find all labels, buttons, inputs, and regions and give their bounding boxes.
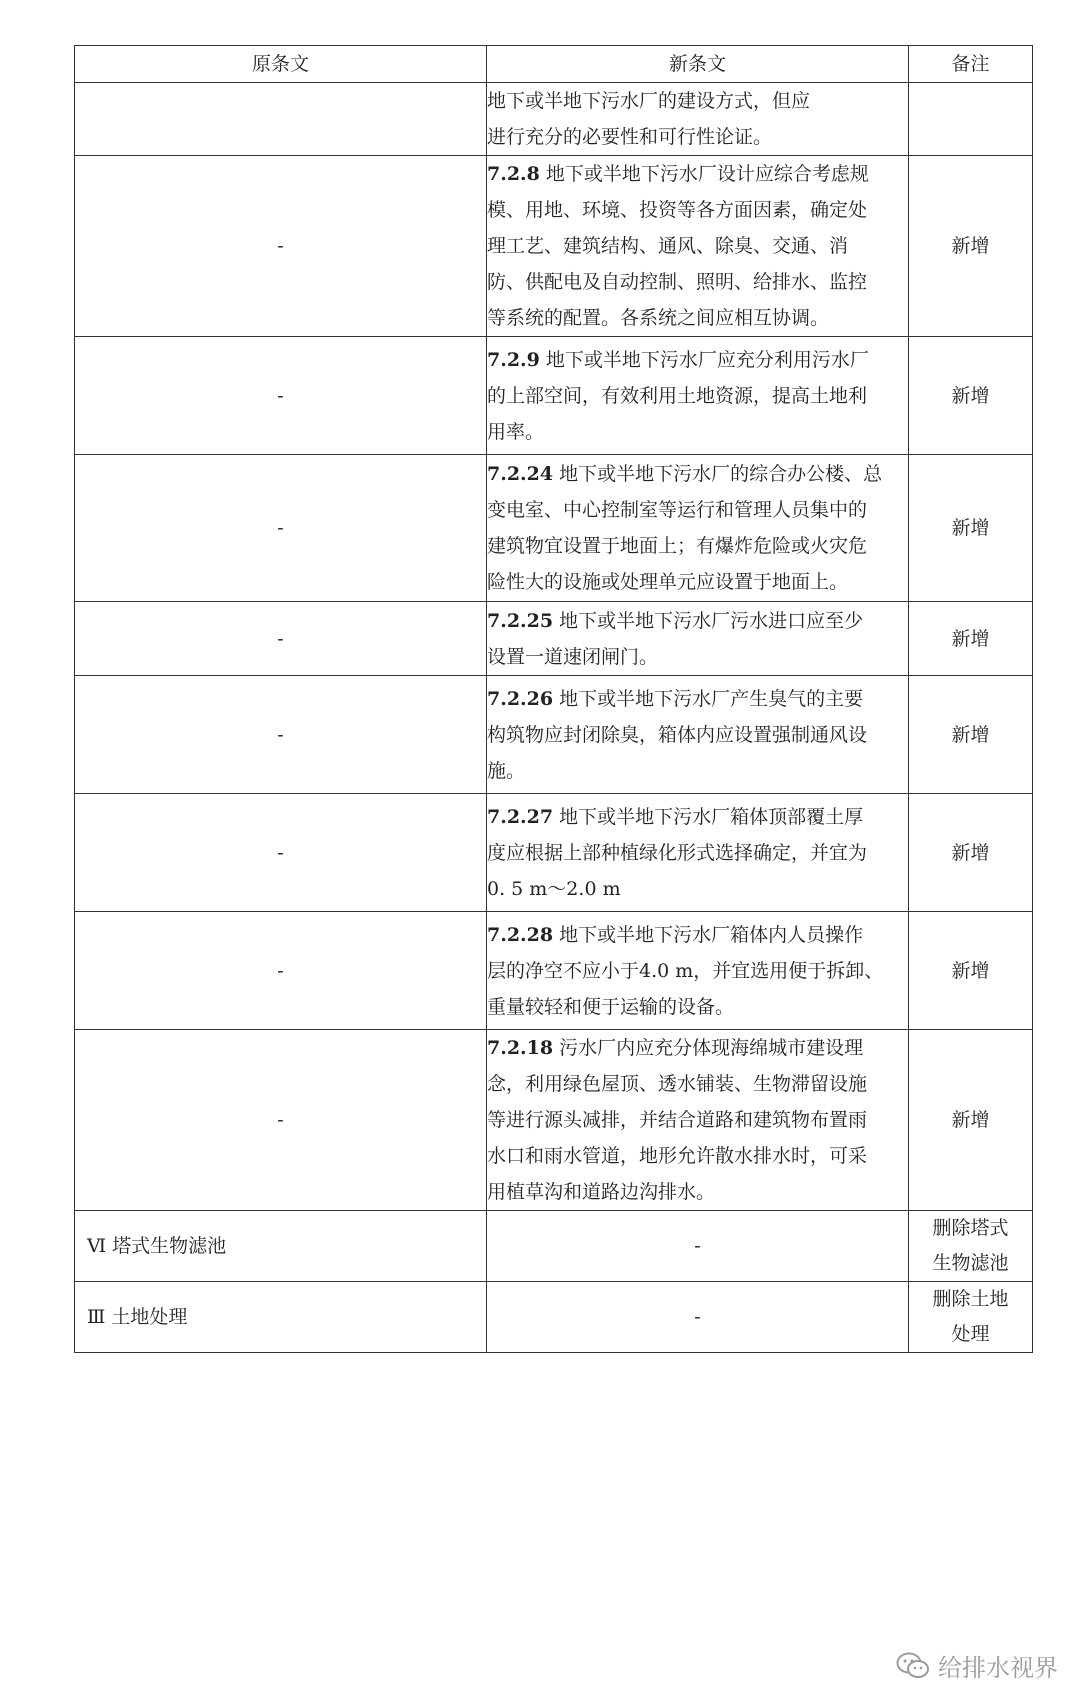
new-clause-cell bbox=[487, 337, 909, 455]
clause-text: - bbox=[694, 1235, 701, 1257]
clause-text: 构筑物应封闭除臭，箱体内应设置强制通风设 bbox=[487, 723, 868, 746]
header-new-clause: 新条文 bbox=[487, 46, 909, 83]
remarks-cell: 新增 bbox=[909, 455, 1033, 602]
clause-number: 7.2.9 bbox=[487, 348, 540, 371]
comparison-table bbox=[74, 45, 1033, 1353]
watermark bbox=[896, 1648, 1058, 1683]
clause-text: 的上部空间，有效利用土地资源，提高土地利 bbox=[487, 384, 868, 407]
remarks-cell: 新增 bbox=[909, 912, 1033, 1030]
table-row bbox=[75, 1282, 1033, 1353]
original-clause-cell: - bbox=[75, 156, 487, 337]
clause-text: 进行充分的必要性和可行性论证。 bbox=[487, 126, 773, 148]
new-clause-cell bbox=[487, 1030, 909, 1211]
clause-text-line bbox=[487, 1102, 908, 1138]
clause-text: 地下或半地下污水厂的建设方式，但应 bbox=[487, 90, 811, 112]
clause-text: 设置一道速闭闸门。 bbox=[487, 645, 659, 668]
new-clause-cell bbox=[487, 83, 909, 156]
clause-text: 理工艺、建筑结构、通风、除臭、交通、消 bbox=[487, 235, 849, 257]
remarks-cell bbox=[909, 1282, 1033, 1353]
clause-text-line bbox=[487, 228, 908, 264]
original-clause-cell: - bbox=[75, 455, 487, 602]
clause-text-line bbox=[487, 192, 908, 228]
clause-text: 模、用地、环境、投资等各方面因素，确定处 bbox=[487, 199, 868, 221]
clause-text: 地下或半地下污水厂的综合办公楼、总 bbox=[559, 463, 883, 485]
new-clause-cell bbox=[487, 1211, 909, 1282]
remarks-text-line: 生物滤池 bbox=[932, 1252, 1009, 1274]
original-clause-cell: Ⅲ 土地处理 bbox=[75, 1282, 487, 1353]
original-clause-cell: Ⅵ 塔式生物滤池 bbox=[75, 1211, 487, 1282]
clause-number: 7.2.26 bbox=[487, 687, 554, 710]
clause-text: 地下或半地下污水厂污水进口应至少 bbox=[559, 609, 864, 632]
clause-text: 地下或半地下污水厂应充分利用污水厂 bbox=[545, 348, 869, 371]
remarks-cell: 新增 bbox=[909, 602, 1033, 676]
clause-text: 地下或半地下污水厂设计应综合考虑规 bbox=[545, 163, 869, 185]
clause-text: 施。 bbox=[487, 759, 526, 782]
original-clause-cell: - bbox=[75, 676, 487, 794]
original-clause-cell: - bbox=[75, 602, 487, 676]
clause-text: 重量较轻和便于运输的设备。 bbox=[487, 995, 735, 1018]
clause-text: - bbox=[694, 1306, 701, 1328]
clause-number: 7.2.8 bbox=[487, 163, 540, 185]
clause-text: 用率。 bbox=[487, 420, 545, 443]
clause-text-line bbox=[487, 639, 908, 675]
clause-text-line bbox=[487, 603, 908, 639]
clause-text-line bbox=[487, 1138, 908, 1174]
clause-text-line bbox=[487, 1066, 908, 1102]
clause-text-line bbox=[487, 717, 908, 753]
clause-text-line bbox=[487, 264, 908, 300]
table-row bbox=[75, 912, 1033, 1030]
new-clause-cell bbox=[487, 912, 909, 1030]
original-clause-cell bbox=[75, 83, 487, 156]
clause-text: 用植草沟和道路边沟排水。 bbox=[487, 1181, 716, 1203]
clause-text-line bbox=[487, 835, 908, 871]
header-original-clause: 原条文 bbox=[75, 46, 487, 83]
clause-text: 污水厂内应充分体现海绵城市建设理 bbox=[559, 1037, 864, 1059]
original-clause-cell: - bbox=[75, 794, 487, 912]
new-clause-cell bbox=[487, 1282, 909, 1353]
clause-text-line bbox=[487, 156, 908, 192]
table-row bbox=[75, 602, 1033, 676]
clause-text: 地下或半地下污水厂箱体顶部覆土厚 bbox=[559, 805, 864, 828]
clause-text-line bbox=[487, 564, 908, 600]
watermark-text: 给排水视界 bbox=[938, 1654, 1058, 1682]
clause-number: 7.2.18 bbox=[487, 1037, 554, 1059]
clause-text-line bbox=[487, 119, 908, 155]
remarks-cell bbox=[909, 1211, 1033, 1282]
clause-text-line bbox=[487, 1174, 908, 1210]
remarks-cell: 新增 bbox=[909, 156, 1033, 337]
original-clause-cell: - bbox=[75, 912, 487, 1030]
remarks-cell: 新增 bbox=[909, 676, 1033, 794]
remarks-cell bbox=[909, 83, 1033, 156]
table-row bbox=[75, 83, 1033, 156]
clause-text: 度应根据上部种植绿化形式选择确定，并宜为 bbox=[487, 841, 868, 864]
original-clause-cell: - bbox=[75, 337, 487, 455]
new-clause-cell bbox=[487, 602, 909, 676]
clause-text-line bbox=[487, 953, 908, 989]
table-row bbox=[75, 156, 1033, 337]
clause-text-line bbox=[487, 1228, 908, 1264]
new-clause-cell bbox=[487, 794, 909, 912]
clause-text: 建筑物宜设置于地面上；有爆炸危险或火灾危 bbox=[487, 535, 868, 557]
clause-text-line bbox=[487, 492, 908, 528]
clause-number: 7.2.25 bbox=[487, 609, 554, 632]
new-clause-cell bbox=[487, 455, 909, 602]
remarks-text-line: 删除塔式 bbox=[932, 1217, 1009, 1239]
clause-text-line bbox=[487, 917, 908, 953]
new-clause-cell bbox=[487, 676, 909, 794]
clause-number: 7.2.24 bbox=[487, 463, 554, 485]
clause-text-line bbox=[487, 414, 908, 450]
clause-number: 7.2.28 bbox=[487, 923, 554, 946]
remarks-cell: 新增 bbox=[909, 794, 1033, 912]
clause-text: 念，利用绿色屋顶、透水铺装、生物滞留设施 bbox=[487, 1073, 868, 1095]
clause-text: 水口和雨水管道，地形允许散水排水时，可采 bbox=[487, 1145, 868, 1167]
wechat-logo-icon bbox=[896, 1652, 930, 1680]
clause-text-line bbox=[487, 753, 908, 789]
clause-text: 层的净空不应小于4.0 m，并宜选用便于拆卸、 bbox=[487, 959, 884, 982]
clause-text: 防、供配电及自动控制、照明、给排水、监控 bbox=[487, 271, 868, 293]
clause-text-line bbox=[487, 871, 908, 907]
clause-text-line bbox=[487, 528, 908, 564]
clause-text: 地下或半地下污水厂产生臭气的主要 bbox=[559, 687, 864, 710]
clause-text-line bbox=[487, 342, 908, 378]
table-header-row bbox=[75, 46, 1033, 83]
table-row bbox=[75, 337, 1033, 455]
clause-text-line bbox=[487, 378, 908, 414]
clause-text-line bbox=[487, 83, 908, 119]
remarks-cell: 新增 bbox=[909, 337, 1033, 455]
table-row bbox=[75, 1211, 1033, 1282]
clause-text-line bbox=[487, 1030, 908, 1066]
clause-text-line bbox=[487, 989, 908, 1025]
clause-number: 7.2.27 bbox=[487, 805, 554, 828]
table-body bbox=[75, 83, 1033, 1353]
remarks-cell: 新增 bbox=[909, 1030, 1033, 1211]
clause-text: 等系统的配置。各系统之间应相互协调。 bbox=[487, 307, 830, 329]
table-row bbox=[75, 455, 1033, 602]
header-remarks: 备注 bbox=[909, 46, 1033, 83]
clause-text: 等进行源头减排，并结合道路和建筑物布置雨 bbox=[487, 1109, 868, 1131]
clause-text-line bbox=[487, 681, 908, 717]
clause-text: 地下或半地下污水厂箱体内人员操作 bbox=[559, 923, 864, 946]
clause-text: 变电室、中心控制室等运行和管理人员集中的 bbox=[487, 499, 868, 521]
original-clause-cell: - bbox=[75, 1030, 487, 1211]
clause-text: 0. 5 m～2.0 m bbox=[487, 877, 621, 900]
table-row bbox=[75, 794, 1033, 912]
new-clause-cell bbox=[487, 156, 909, 337]
table-row bbox=[75, 1030, 1033, 1211]
clause-text-line bbox=[487, 799, 908, 835]
remarks-text-line: 处理 bbox=[951, 1323, 990, 1345]
clause-text-line bbox=[487, 456, 908, 492]
remarks-text-line: 删除土地 bbox=[932, 1288, 1009, 1310]
clause-text: 险性大的设施或处理单元应设置于地面上。 bbox=[487, 571, 849, 593]
clause-text-line bbox=[487, 1299, 908, 1335]
clause-text-line bbox=[487, 300, 908, 336]
table-row bbox=[75, 676, 1033, 794]
